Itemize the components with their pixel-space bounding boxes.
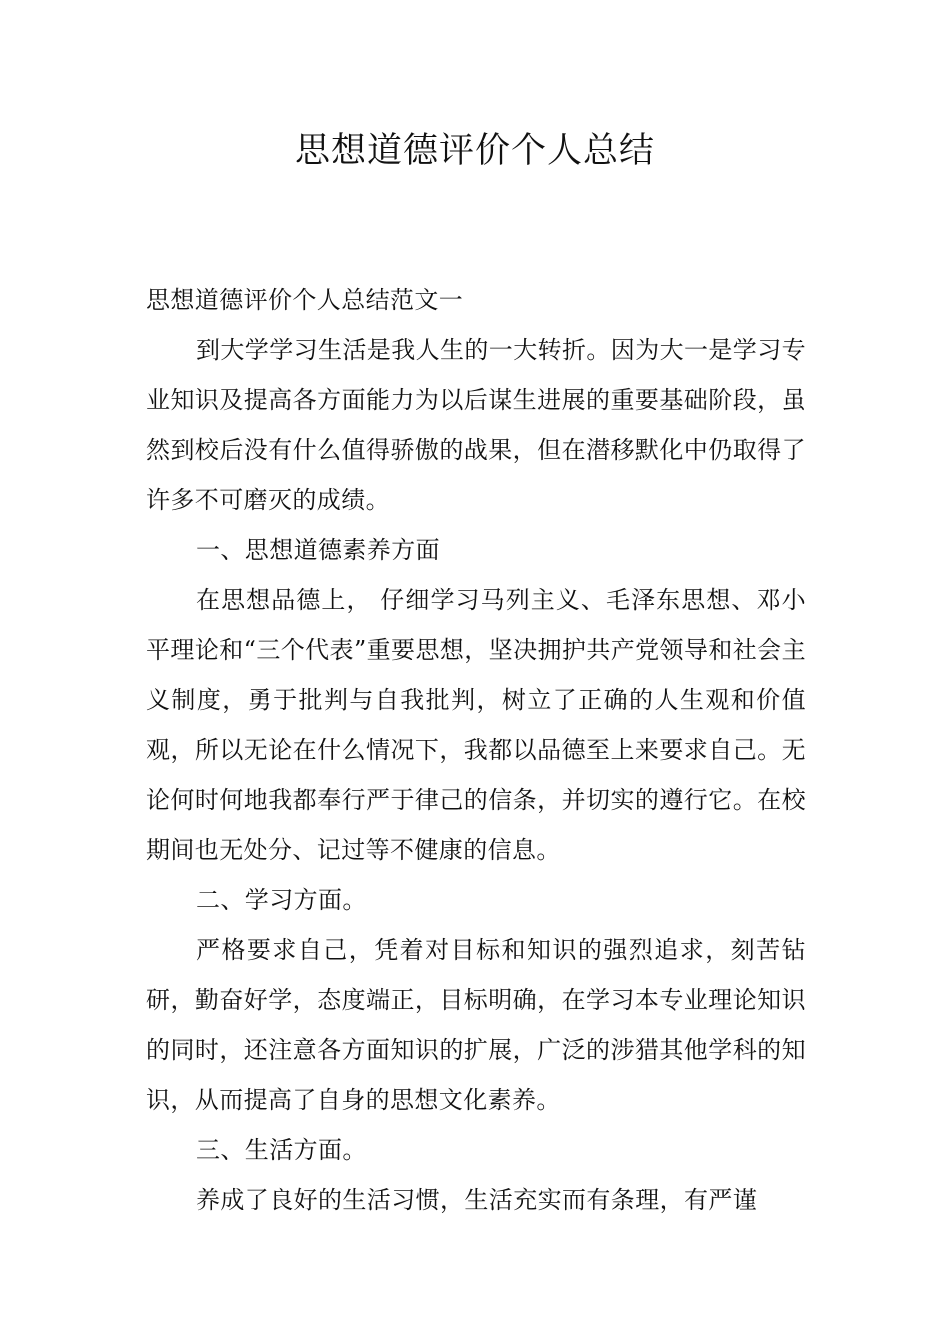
intro-paragraph: 到大学学习生活是我人生的一大转折。因为大一是学习专业知识及提高各方面能力为以后谋生进展的重要基础阶段，虽然到校后没有什么值得骄傲的战果，但在潜移默化中仍取得了许多不可磨灭的成绩。 — [146, 336, 806, 514]
section-heading-moral: 一、思想道德素养方面 — [196, 536, 440, 564]
study-paragraph: 严格要求自己，凭着对目标和知识的强烈追求，刻苦钻研，勤奋好学，态度端正，目标明确，在学习本专业理论知识的同时，还注意各方面知识的扩展，广泛的涉猎其他学科的知识，从而提高了自身的思想文化素养。 — [146, 936, 806, 1114]
section-heading-fanwen: 思想道德评价个人总结范文一 — [146, 286, 464, 314]
document-title: 思想道德评价个人总结 — [294, 131, 655, 171]
section-heading-life: 三、生活方面。 — [196, 1136, 367, 1164]
life-paragraph: 养成了良好的生活习惯，生活充实而有条理，有严谨 — [196, 1186, 758, 1214]
section-heading-study: 二、学习方面。 — [196, 886, 367, 914]
document-body — [146, 275, 806, 1225]
moral-paragraph: 在思想品德上， 仔细学习马列主义、毛泽东思想、邓小平理论和“三个代表”重要思想，坚决拥护共产党领导和社会主义制度，勇于批判与自我批判，树立了正确的人生观和价值观，所以无论在什么情况下，我都以品德至上来要求自己。无论何时何地我都奉行严于律己的信条，并切实的遵行它。在校期间也无处分、记过等不健康的信息。 — [146, 586, 806, 864]
